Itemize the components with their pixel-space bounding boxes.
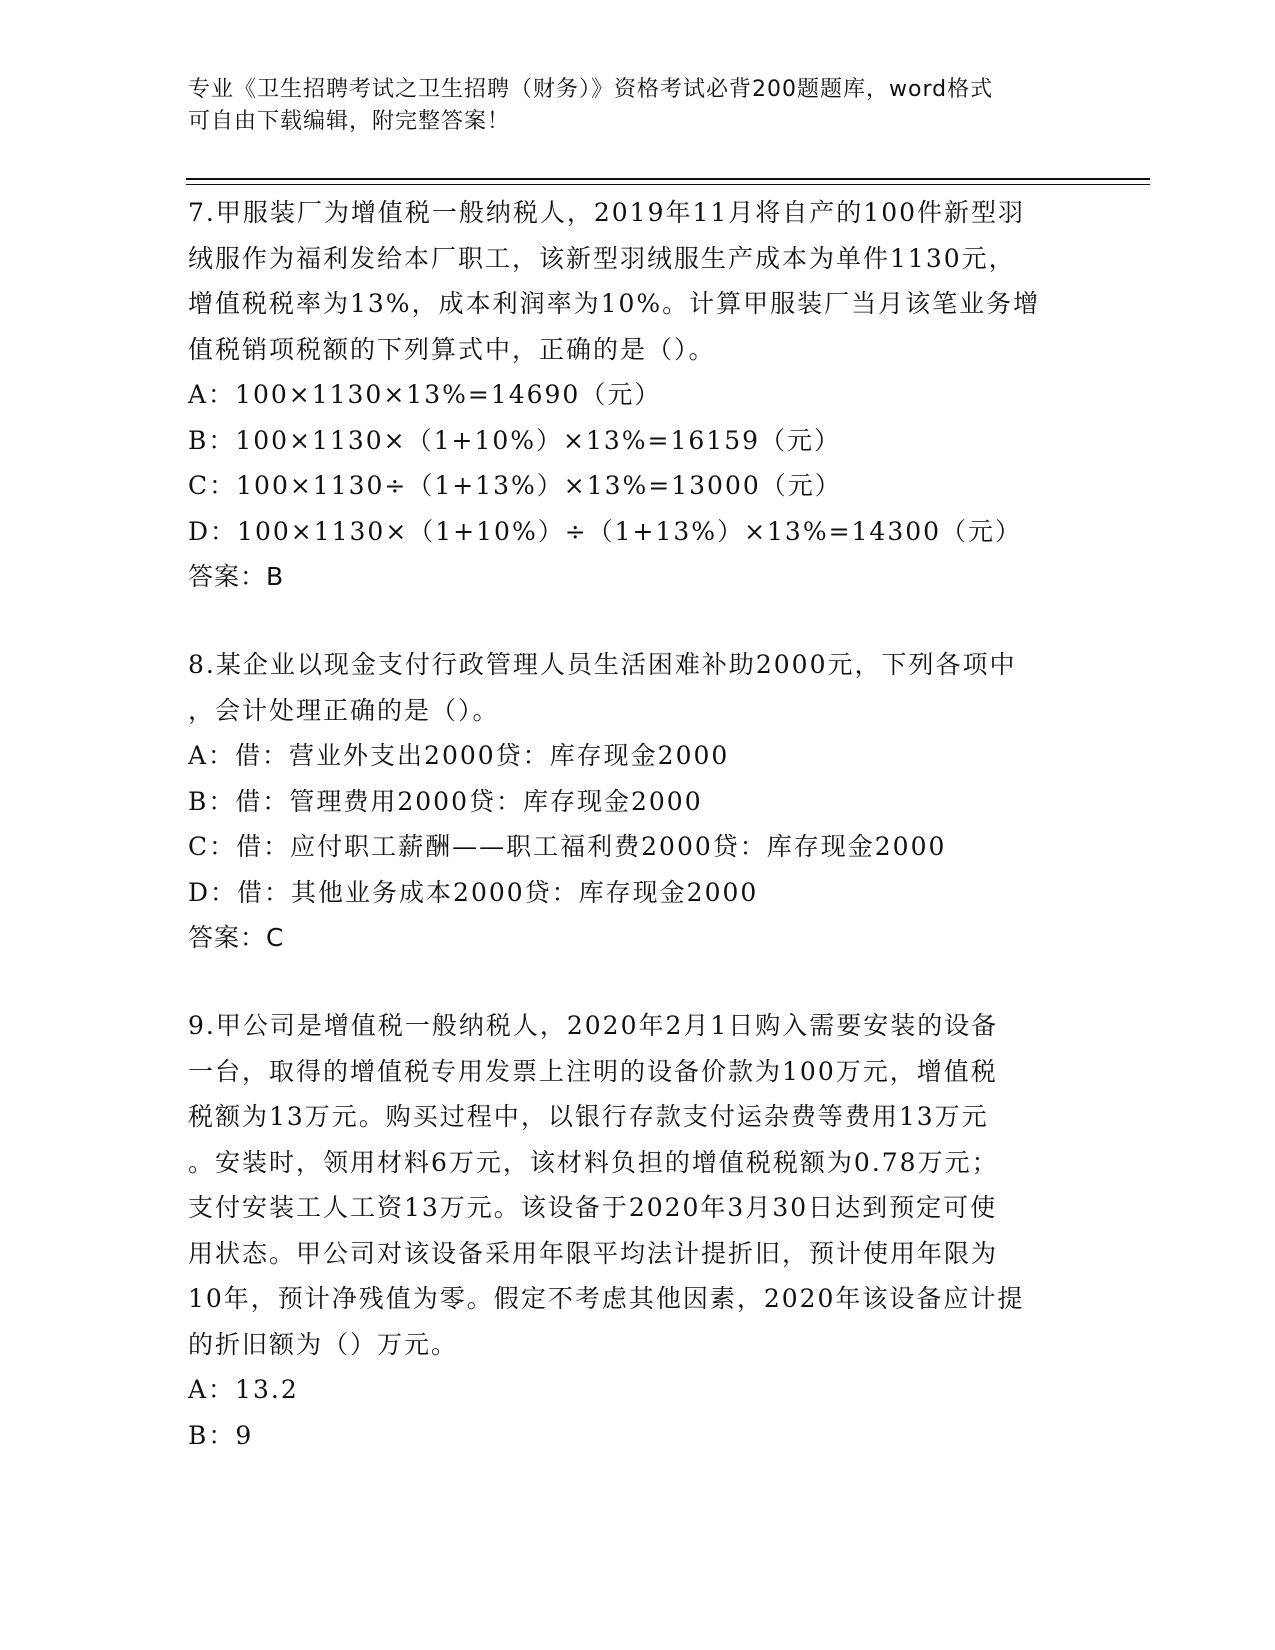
question-stem-line: 税额为13万元。购买过程中，以银行存款支付运杂费等费用13万元 (188, 1102, 989, 1131)
question-stem-line: 一台，取得的增值税专用发票上注明的设备价款为100万元，增值税 (188, 1056, 998, 1086)
question-stem-line: 的折旧额为（）万元。 (188, 1329, 459, 1359)
question-stem-line: 绒服作为福利发给本厂职工，该新型羽绒服生产成本为单件1130元， (188, 243, 1016, 273)
question-7 (188, 190, 1088, 600)
question-9 (188, 1003, 1088, 1458)
option-b: B：借：管理费用2000贷：库存现金2000 (188, 786, 703, 816)
question-stem-line: 10年，预计净残值为零。假定不考虑其他因素，2020年该设备应计提 (188, 1284, 1025, 1313)
option-c: C：借：应付职工薪酬——职工福利费2000贷：库存现金2000 (188, 832, 947, 861)
header-divider-thick (186, 178, 1150, 180)
option-d: D：借：其他业务成本2000贷：库存现金2000 (188, 877, 759, 907)
header-line-1: 专业《卫生招聘考试之卫生招聘（财务）》资格考试必背200题题库，word格式 (188, 77, 994, 102)
question-stem-line: 支付安装工人工资13万元。该设备于2020年3月30日达到预定可使 (188, 1193, 998, 1222)
question-stem-line: ，会计处理正确的是（）。 (188, 695, 500, 725)
option-a: A：借：营业外支出2000贷：库存现金2000 (188, 741, 730, 770)
question-stem-line: 增值税税率为13%，成本利润率为10%。计算甲服装厂当月该笔业务增 (188, 289, 1041, 318)
option-b: B：9 (188, 1420, 254, 1450)
question-stem-line: 。安装时，领用材料6万元，该材料负担的增值税税额为0.78万元； (188, 1147, 999, 1177)
header-line-2: 可自由下载编辑，附完整答案！ (188, 109, 511, 134)
question-stem-line: 用状态。甲公司对该设备采用年限平均法计提折旧，预计使用年限为 (188, 1238, 999, 1268)
answer-line: 答案：C (188, 923, 285, 952)
question-stem-line: 值税销项税额的下列算式中，正确的是（）。 (188, 334, 716, 364)
question-stem-line: 9.甲公司是增值税一般纳税人，2020年2月1日购入需要安装的设备 (188, 1011, 999, 1040)
question-8 (188, 642, 1088, 961)
question-stem-line: 7.甲服装厂为增值税一般纳税人，2019年11月将自产的100件新型羽 (188, 198, 1026, 227)
option-b: B：100×1130×（1+10%）×13%=16159（元） (188, 425, 842, 455)
header-divider-thin (186, 184, 1150, 185)
answer-line: 答案：B (188, 562, 285, 591)
question-stem-line: 8.某企业以现金支付行政管理人员生活困难补助2000元，下列各项中 (188, 650, 1017, 679)
option-c: C：100×1130÷（1+13%）×13%=13000（元） (188, 471, 842, 500)
option-a: A：100×1130×13%=14690（元） (188, 380, 662, 409)
option-a: A：13.2 (188, 1375, 299, 1404)
option-d: D：100×1130×（1+10%）÷（1+13%）×13%=14300（元） (188, 516, 1023, 546)
document-header (188, 74, 1068, 138)
